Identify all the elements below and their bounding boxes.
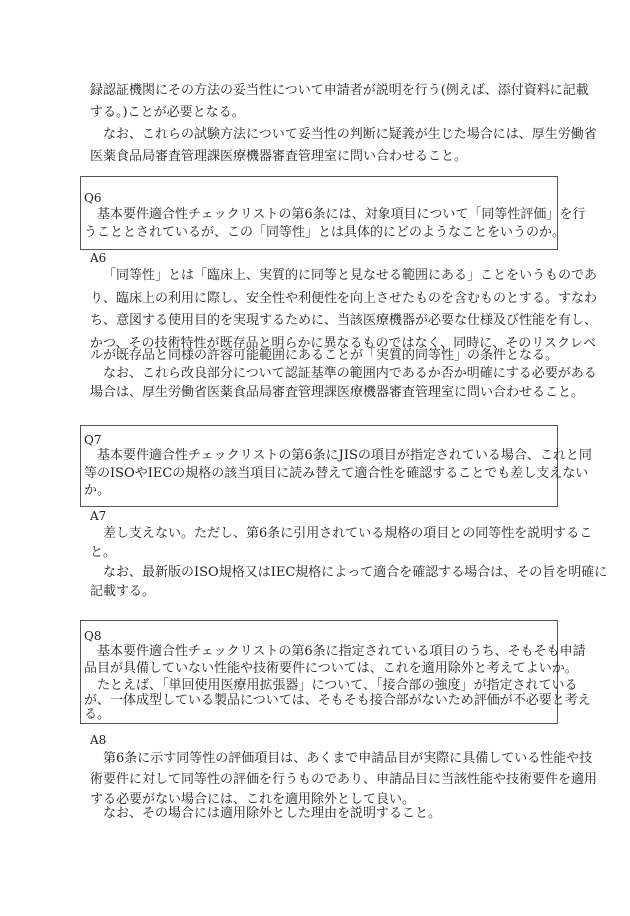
question-line: る。: [84, 707, 111, 722]
answer-label: A6: [90, 251, 107, 265]
answer-label: A7: [90, 509, 107, 523]
intro-line: なお、これらの試験方法について妥当性の判断に疑義が生じた場合には、厚生労働省: [103, 127, 597, 142]
answer-line: する必要がない場合には、これを適用除外として良い。: [90, 792, 416, 807]
question-line: が、一体成型している製品については、そもそも接合部がないため評価が不必要と考え: [84, 693, 591, 708]
question-line: たとえば、「単回使用医療用拡張器」について、「接合部の強度」が指定されている: [97, 678, 578, 693]
intro-line: する。)ことが必要となる。: [90, 105, 245, 120]
answer-line: ち、意図する使用目的を実現するために、当該医療機器が必要な仕様及び性能を有し、: [90, 313, 598, 328]
answer-line: なお、その場合には適用除外とした理由を説明すること。: [103, 806, 442, 821]
question-box-q6: [80, 176, 586, 250]
question-line: 品目が具備していない性能や技術要件については、これを適用除外と考えてよいか。: [84, 661, 578, 676]
answer-line: 「同等性」とは「臨床上、実質的に同等と見なせる範囲にある」ことをいうものであ: [103, 268, 598, 283]
question-label: Q8: [84, 629, 102, 643]
answer-line: と。: [90, 545, 117, 560]
question-line: うこととされているが、この「同等性」とは具体的にどのようなことをいうのか。: [84, 225, 566, 240]
question-line: 等のISOやIECの規格の該当項目に読み替えて適合性を確認することでも差し支えない: [84, 466, 589, 481]
answer-line: かつ、その技術特性が既存品と明らかに異なるものではなく、同時に、そのリスクレベ: [90, 336, 596, 351]
answer-line: 場合は、厚生労働省医薬食品局審査管理課医療機器審査管理室に問い合わせること。: [90, 385, 585, 400]
question-line: 基本要件適合性チェックリストの第6条に指定されている項目のうち、そもそも申請: [97, 644, 586, 659]
answer-line: り、臨床上の利用に際し、安全性や利便性を向上させたものを含むものとする。すなわ: [90, 291, 598, 306]
answer-label: A8: [90, 733, 107, 747]
intro-line: 録認証機関にその方法の妥当性について申請者が説明を行う(例えば、添付資料に記載: [90, 83, 589, 98]
answer-line: 差し支えない。ただし、第6条に引用されている規格の項目との同等性を説明するこ: [103, 526, 593, 541]
question-box-q7: [80, 425, 592, 507]
question-label: Q6: [84, 191, 102, 205]
question-line: 基本要件適合性チェックリストの第6条には、対象項目について「同等性評価」を行: [97, 207, 586, 222]
question-label: Q7: [84, 433, 102, 447]
question-line: か。: [84, 483, 111, 498]
question-line: 基本要件適合性チェックリストの第6条にJISの項目が指定されている場合、これと同: [97, 448, 592, 463]
answer-line: 術要件に対して同等性の評価を行うものであり、申請品目に当該性能や技術要件を適用: [90, 772, 598, 787]
intro-line: 医薬食品局審査管理課医療機器審査管理室に問い合わせること。: [90, 149, 468, 164]
answer-line: なお、これら改良部分について認証基準の範囲内であるか否か明確にする必要がある: [103, 366, 597, 381]
answer-line: 記載する。: [90, 584, 156, 599]
question-box-q8: [80, 620, 591, 724]
answer-line: ルが既存品と同様の許容可能範囲にあることが「実質的同等性」の条件となる。: [90, 348, 559, 363]
answer-line: 第6条に示す同等性の評価項目は、あくまで申請品目が実際に具備している性能や技: [103, 751, 593, 766]
answer-line: なお、最新版のISO規格又はIEC規格によって適合を確認する場合は、その旨を明確に: [103, 565, 608, 580]
